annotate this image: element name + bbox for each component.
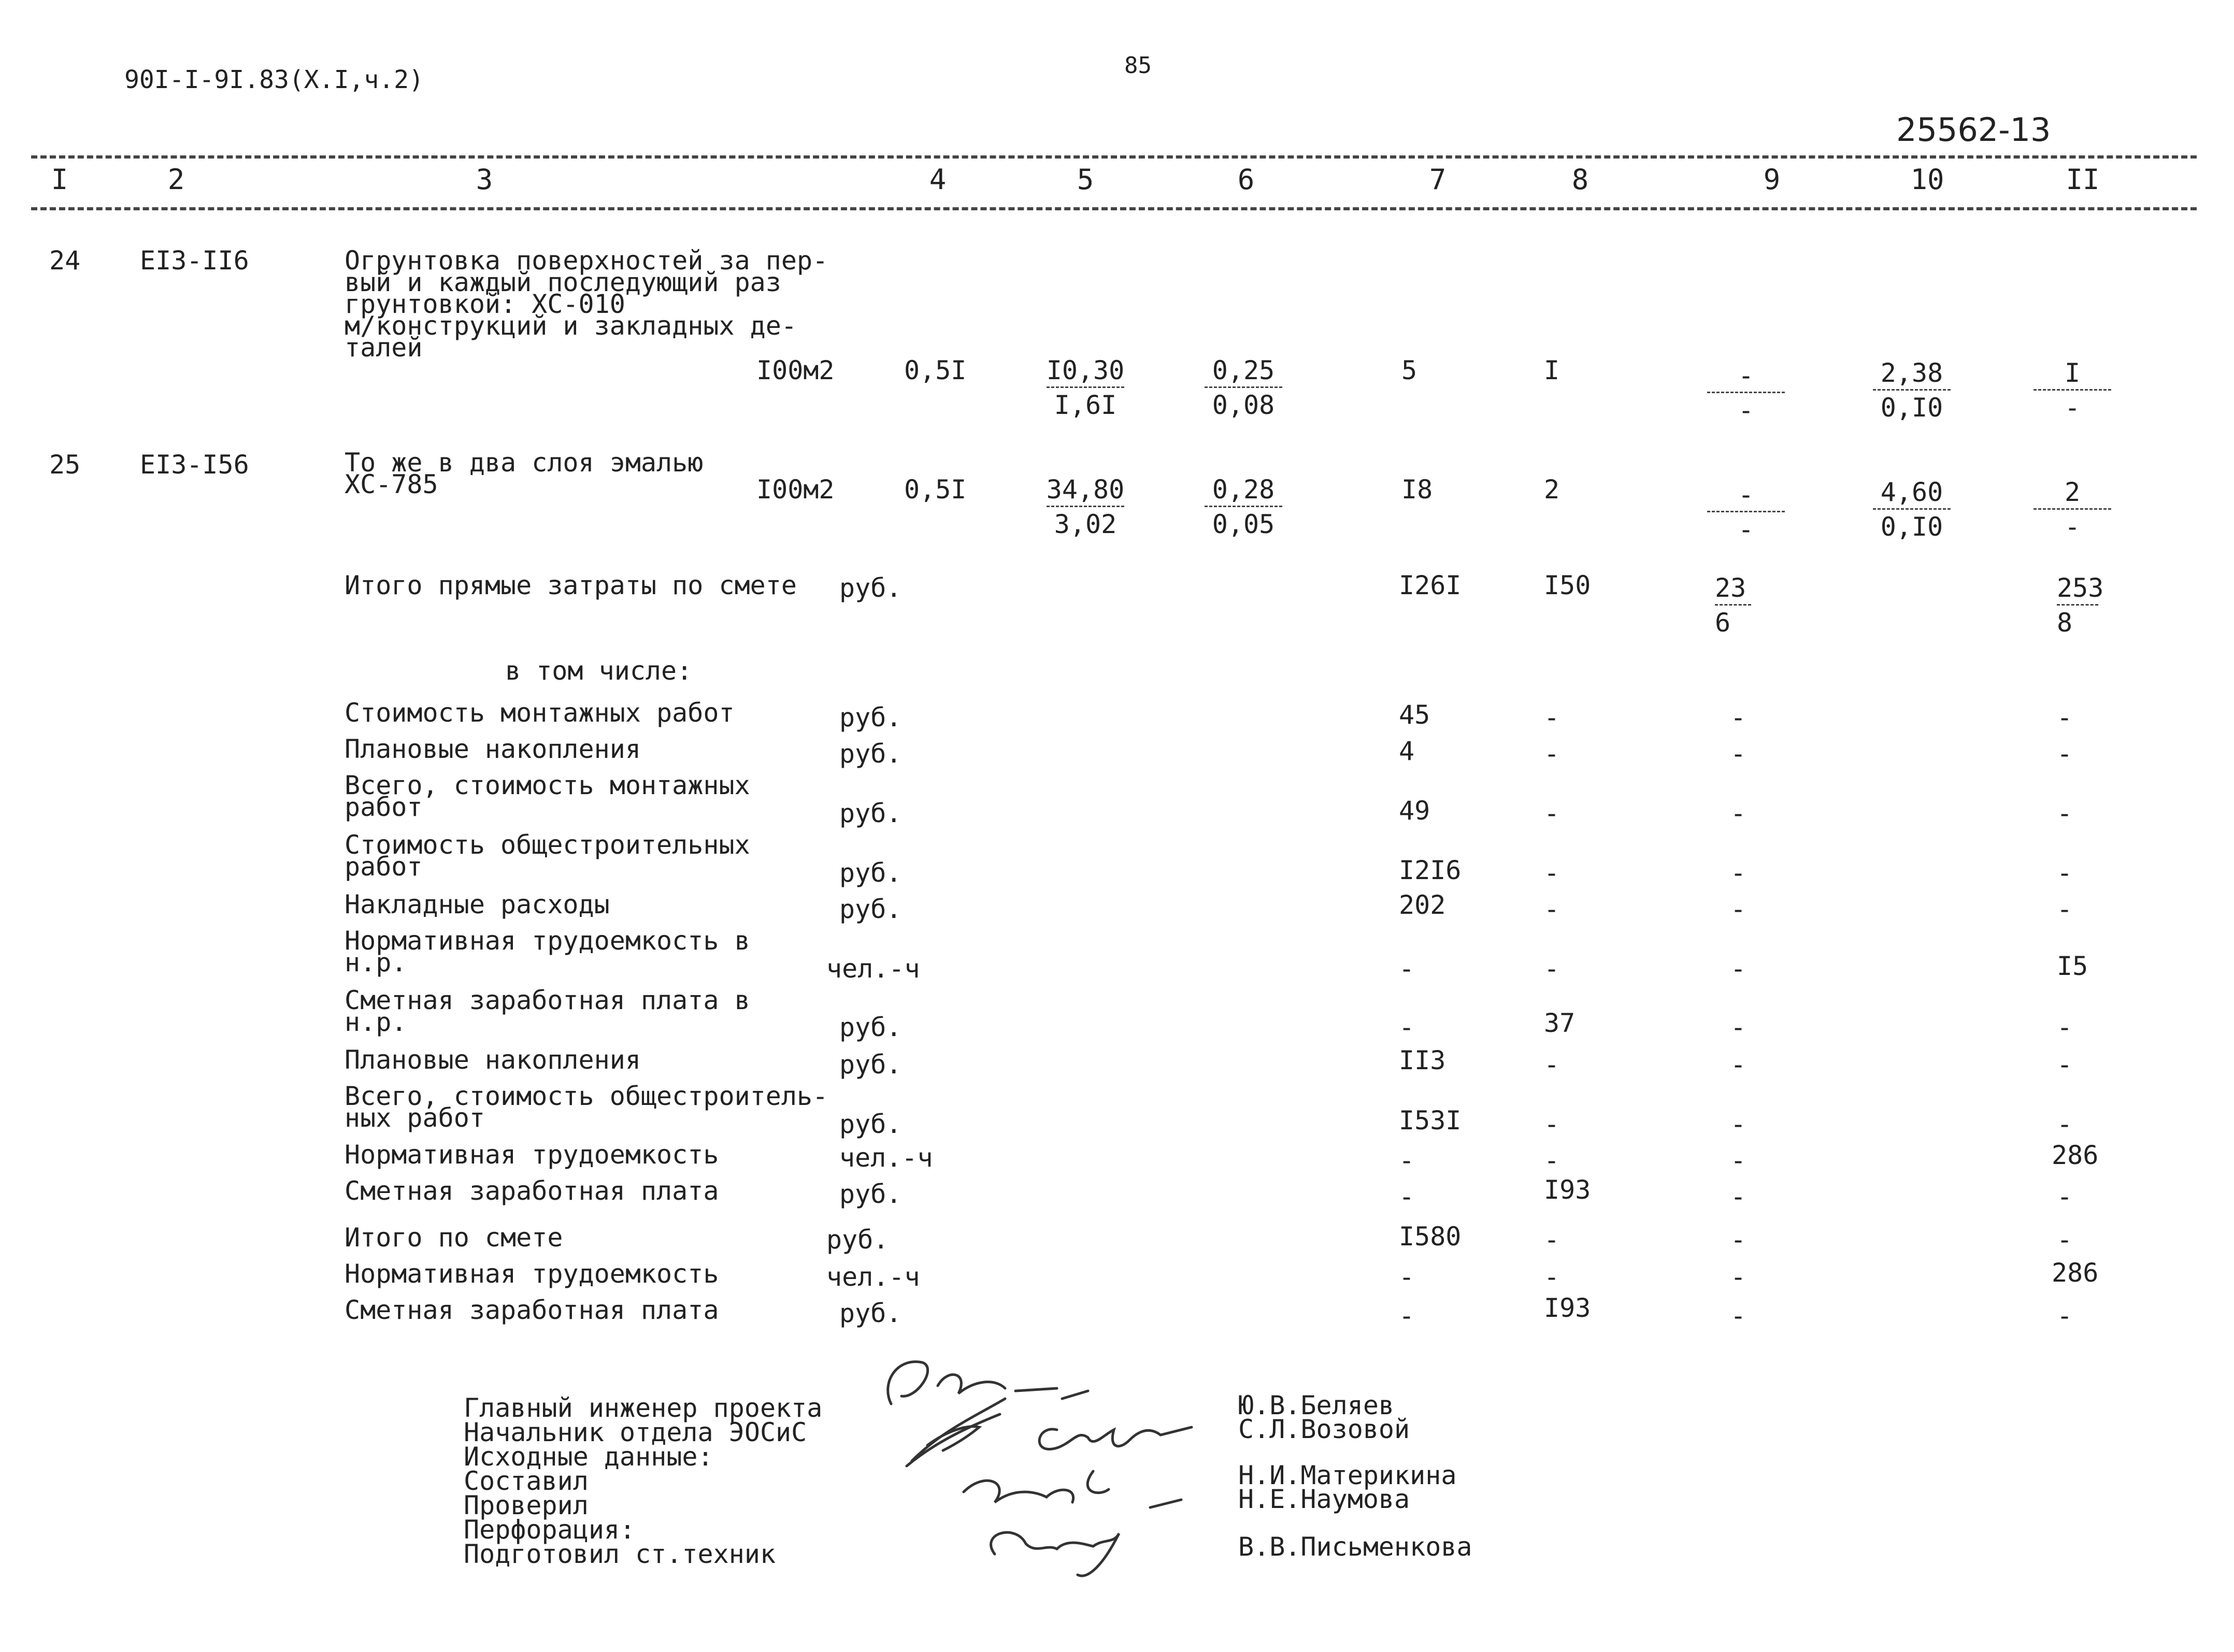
summary-c7: 202 xyxy=(1399,890,1446,920)
unit-price-wages: I,6I xyxy=(1054,390,1117,420)
signature-names-middle: Н.И.Материкина Н.Е.Наумова xyxy=(1238,1460,1457,1514)
unit-wage-bottom: 0,08 xyxy=(1212,390,1275,420)
handwritten-signatures xyxy=(860,1337,1233,1606)
summary-c11: - xyxy=(2057,702,2073,732)
summary-c11: - xyxy=(2057,1301,2073,1331)
summary-c8: - xyxy=(1544,702,1560,732)
item-col9 xyxy=(1694,482,1798,542)
summary-c9: - xyxy=(1730,739,1746,769)
col-header-8: 8 xyxy=(1571,163,1589,196)
col-header-7: 7 xyxy=(1429,163,1447,196)
document-code: 90I-I-9I.83(Х.I,ч.2) xyxy=(124,65,424,94)
summary-unit: руб. xyxy=(839,1109,902,1139)
summary-c9: - xyxy=(1730,954,1746,984)
item-col8: I xyxy=(1544,355,1560,385)
summary-c7: - xyxy=(1399,1012,1415,1042)
summary-c9: - xyxy=(1730,1301,1746,1331)
c11-top: 253 xyxy=(2057,573,2104,603)
summary-c11: - xyxy=(2057,1109,2073,1139)
c9-top: 23 xyxy=(1715,573,1746,603)
summary-c8: I93 xyxy=(1544,1293,1591,1323)
summary-c7: 4 xyxy=(1399,736,1415,766)
c9-bottom: 6 xyxy=(1715,608,1731,638)
item-description: То же в два слоя эмалью ХС-785 xyxy=(345,448,704,499)
summary-c8: - xyxy=(1544,858,1560,888)
col11-bottom: - xyxy=(2064,512,2081,542)
summary-c7: - xyxy=(1399,1301,1415,1331)
summary-label: Сметная заработная плата xyxy=(345,1176,719,1206)
col11-bottom: - xyxy=(2064,393,2081,423)
item-col11 xyxy=(2021,360,2124,421)
col-header-2: 2 xyxy=(167,163,185,196)
fraction-bar xyxy=(2057,604,2098,606)
summary-label: Нормативная трудоемкость xyxy=(345,1259,719,1289)
direct-costs-c8: I50 xyxy=(1544,570,1591,600)
unit-price-wages: 3,02 xyxy=(1054,509,1117,539)
direct-costs-unit: руб. xyxy=(839,573,902,603)
item-unit: I00м2 xyxy=(756,355,835,385)
summary-c11: - xyxy=(2057,798,2073,828)
summary-label: Нормативная трудоемкость в н.р. xyxy=(345,926,750,978)
item-total: I8 xyxy=(1401,475,1433,505)
col9-top: - xyxy=(1738,361,1754,391)
summary-unit: руб. xyxy=(826,1225,889,1255)
unit-wage-top: 0,28 xyxy=(1212,475,1275,505)
item-unit-wage xyxy=(1192,357,1295,418)
fraction-bar xyxy=(1715,604,1751,606)
summary-c11: - xyxy=(2057,1012,2073,1042)
summary-c8: I93 xyxy=(1544,1175,1591,1205)
item-unit: I00м2 xyxy=(756,475,835,505)
item-code: EI3-I56 xyxy=(140,450,249,480)
unit-price-total: 34,80 xyxy=(1046,475,1125,505)
col-header-6: 6 xyxy=(1237,163,1255,196)
summary-c7: - xyxy=(1399,1145,1415,1175)
page-number: 85 xyxy=(1124,52,1152,79)
col-header-3: 3 xyxy=(476,163,493,196)
item-col10 xyxy=(1860,360,1964,421)
summary-label: Накладные расходы xyxy=(345,889,610,920)
summary-unit: руб. xyxy=(839,798,902,828)
summary-c8: - xyxy=(1544,894,1560,924)
summary-unit: руб. xyxy=(839,1179,902,1209)
col10-top: 4,60 xyxy=(1880,477,1943,507)
item-unit-wage xyxy=(1192,477,1295,537)
summary-label: Сметная заработная плата в н.р. xyxy=(345,985,750,1037)
col9-bottom: - xyxy=(1738,514,1754,544)
signature-names-bottom: В.В.Письменкова xyxy=(1238,1532,1472,1562)
summary-c9: - xyxy=(1730,858,1746,888)
including-label: в том числе: xyxy=(505,656,693,686)
summary-c9: - xyxy=(1730,798,1746,828)
summary-c7: 45 xyxy=(1399,700,1430,730)
fraction-bar xyxy=(2033,508,2111,510)
col-header-11: II xyxy=(2066,163,2100,196)
col10-top: 2,38 xyxy=(1880,358,1943,388)
summary-label: Стоимость общестроительных работ xyxy=(345,830,750,882)
col11-top: 2 xyxy=(2064,477,2081,507)
summary-c7: I53I xyxy=(1399,1105,1462,1136)
summary-label: Сметная заработная плата xyxy=(345,1295,719,1325)
summary-c9: - xyxy=(1730,1012,1746,1042)
item-number: 24 xyxy=(49,246,81,276)
summary-c7: 49 xyxy=(1399,796,1430,826)
direct-costs-label: Итого прямые затраты по смете xyxy=(345,570,797,600)
unit-wage-bottom: 0,05 xyxy=(1212,509,1275,539)
item-col8: 2 xyxy=(1544,475,1560,505)
summary-c11: - xyxy=(2057,1225,2073,1255)
summary-unit: руб. xyxy=(839,1012,902,1042)
summary-c11: - xyxy=(2057,1050,2073,1080)
summary-c9: - xyxy=(1730,702,1746,732)
summary-c9: - xyxy=(1730,1050,1746,1080)
summary-unit: руб. xyxy=(839,739,902,769)
fraction-bar xyxy=(1873,508,1951,510)
signature-names-top: Ю.В.Беляев С.Л.Возовой xyxy=(1238,1390,1410,1444)
item-quantity: 0,5I xyxy=(904,355,967,385)
col-header-1: I xyxy=(51,163,68,196)
col-header-10: 10 xyxy=(1910,163,1944,196)
item-unit-price xyxy=(1034,477,1137,537)
summary-c11: - xyxy=(2057,1182,2073,1212)
summary-unit: чел.-ч xyxy=(826,1262,920,1292)
summary-label: Всего, стоимость монтажных работ xyxy=(345,770,750,822)
summary-c7: - xyxy=(1399,1182,1415,1212)
summary-c8: - xyxy=(1544,739,1560,769)
summary-c7: I580 xyxy=(1399,1222,1462,1252)
item-total: 5 xyxy=(1401,355,1417,385)
signature-roles: Главный инженер проекта Начальник отдела ЭОСиС Исходные данные: Составил Проверил Перфорация: Подготовил ст.техник xyxy=(464,1393,823,1569)
fraction-bar xyxy=(1873,389,1951,391)
summary-unit: руб. xyxy=(839,702,902,732)
col11-top: I xyxy=(2064,358,2081,388)
summary-unit: руб. xyxy=(839,1050,902,1080)
unit-wage-top: 0,25 xyxy=(1212,355,1275,385)
summary-c8: - xyxy=(1544,1050,1560,1080)
summary-c11: I5 xyxy=(2057,951,2088,981)
header-top-rule xyxy=(31,155,2197,159)
item-col10 xyxy=(1860,479,1964,540)
summary-c8: - xyxy=(1544,1109,1560,1139)
summary-c9: - xyxy=(1730,894,1746,924)
unit-price-total: I0,30 xyxy=(1046,355,1125,385)
summary-c9: - xyxy=(1730,1225,1746,1255)
summary-unit: чел.-ч xyxy=(839,1143,933,1173)
summary-label: Плановые накопления xyxy=(345,1045,641,1075)
fraction-bar xyxy=(1707,511,1785,512)
item-number: 25 xyxy=(49,450,81,480)
summary-c9: - xyxy=(1730,1262,1746,1292)
col9-bottom: - xyxy=(1738,395,1754,425)
summary-c7: - xyxy=(1399,954,1415,984)
summary-label: Плановые накопления xyxy=(345,734,641,764)
summary-label: Итого по смете xyxy=(345,1223,563,1253)
fraction-bar xyxy=(2033,389,2111,391)
summary-unit: руб. xyxy=(839,858,902,888)
summary-label: Стоимость монтажных работ xyxy=(345,698,735,728)
summary-c8: - xyxy=(1544,1225,1560,1255)
c11-bottom: 8 xyxy=(2057,608,2073,638)
fraction-bar xyxy=(1047,386,1124,388)
item-col9 xyxy=(1694,363,1798,423)
direct-costs-c9 xyxy=(1694,575,1798,636)
fraction-bar xyxy=(1205,506,1282,507)
summary-unit: руб. xyxy=(839,1298,902,1328)
item-description: Огрунтовка поверхностей за пер- вый и каждый последующий раз грунтовкой: ХС-010 м/конструкций и закладных де- талей xyxy=(345,246,828,363)
summary-c9: - xyxy=(1730,1109,1746,1139)
fraction-bar xyxy=(1205,386,1282,388)
summary-c8: - xyxy=(1544,1262,1560,1292)
item-code: EI3-II6 xyxy=(140,246,249,276)
direct-costs-c7: I26I xyxy=(1399,570,1462,600)
fraction-bar xyxy=(1707,392,1785,393)
col10-bottom: 0,I0 xyxy=(1880,393,1943,423)
item-unit-price xyxy=(1034,357,1137,418)
summary-c11: 286 xyxy=(2052,1258,2099,1288)
summary-c11: - xyxy=(2057,858,2073,888)
col-header-4: 4 xyxy=(929,163,947,196)
summary-c8: - xyxy=(1544,798,1560,828)
summary-c7: I2I6 xyxy=(1399,855,1462,885)
col10-bottom: 0,I0 xyxy=(1880,512,1943,542)
summary-unit: руб. xyxy=(839,894,902,924)
summary-c11: - xyxy=(2057,894,2073,924)
direct-costs-c11 xyxy=(2021,575,2124,636)
summary-c7: - xyxy=(1399,1262,1415,1292)
summary-label: Всего, стоимость общестроитель- ных работ xyxy=(345,1081,828,1133)
summary-c7: II3 xyxy=(1399,1045,1446,1075)
fraction-bar xyxy=(1047,506,1124,507)
summary-label: Нормативная трудоемкость xyxy=(345,1140,719,1170)
col9-top: - xyxy=(1738,480,1754,510)
item-quantity: 0,5I xyxy=(904,475,967,505)
col-header-5: 5 xyxy=(1077,163,1094,196)
summary-c8: - xyxy=(1544,1145,1560,1175)
summary-unit: чел.-ч xyxy=(826,954,920,984)
item-col11 xyxy=(2021,479,2124,540)
summary-c8: 37 xyxy=(1544,1008,1576,1038)
summary-c11: 286 xyxy=(2052,1140,2099,1170)
summary-c9: - xyxy=(1730,1145,1746,1175)
summary-c9: - xyxy=(1730,1182,1746,1212)
summary-c11: - xyxy=(2057,739,2073,769)
col-header-9: 9 xyxy=(1763,163,1781,196)
summary-c8: - xyxy=(1544,954,1560,984)
sheet-number: 25562-13 xyxy=(1896,111,2051,149)
header-bottom-rule xyxy=(31,207,2197,210)
